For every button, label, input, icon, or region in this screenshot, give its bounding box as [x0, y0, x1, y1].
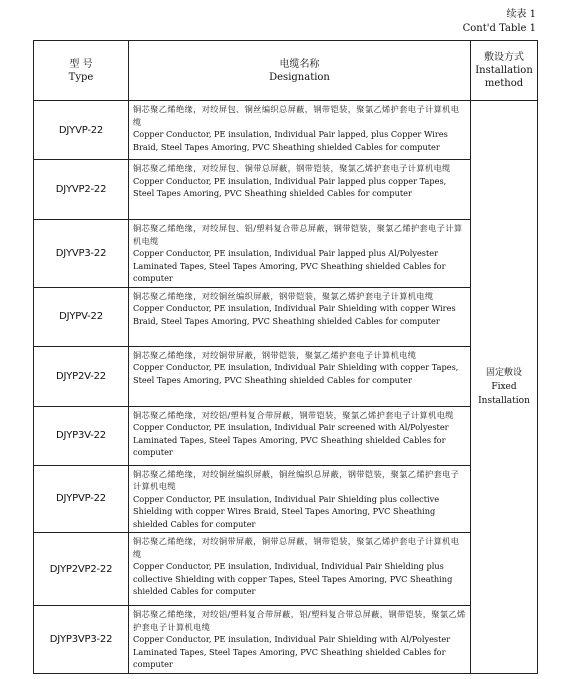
- cable-table: [33, 40, 538, 674]
- type-cell: DJYP3VP3-22: [34, 606, 129, 674]
- type-cell: DJYPV-22: [34, 287, 129, 346]
- table-caption: [463, 8, 536, 36]
- header-designation-en: Designation: [269, 71, 330, 83]
- designation-en: Copper Conductor, PE insulation, Individual, Individual Pair Shielding plus collective Shielding with copper Tapes, Steel Tapes Amoring, PVC Sheathing shielded Cables for computer: [133, 561, 453, 596]
- installation-cell: [471, 101, 538, 674]
- designation-cell: [129, 406, 471, 465]
- designation-en: Copper Conductor, PE insulation, Individual Pair Shielding with copper Tapes, Steel Tapes Amoring, PVC Sheathing shielded Cables for computer: [133, 362, 459, 385]
- header-row: [34, 41, 538, 101]
- table-row: [34, 160, 538, 220]
- designation-cell: [129, 287, 471, 346]
- designation-en: Copper Conductor, PE insulation, Individual Pair lapped plus copper Tapes, Steel Tapes Amoring, PVC Sheathing shielded Cables for computer: [133, 175, 447, 198]
- designation-cell: [129, 220, 471, 288]
- header-installation-zh: 敷设方式: [484, 52, 524, 63]
- designation-zh: 铜芯聚乙烯绝缘，对绞铝/塑料复合带屏蔽，钢带铠装，聚氯乙烯护套电子计算机电缆: [133, 409, 454, 420]
- designation-zh: 铜芯聚乙烯绝缘，对绞屏包、铜丝编织总屏蔽，钢带铠装，聚氯乙烯护套电子计算机电缆: [133, 104, 460, 127]
- type-cell: DJYP3V-22: [34, 406, 129, 465]
- table-row: [34, 465, 538, 533]
- table-row: [34, 533, 538, 606]
- type-cell: DJYVP3-22: [34, 220, 129, 288]
- type-cell: DJYPVP-22: [34, 465, 129, 533]
- designation-zh: 铜芯聚乙烯绝缘，对绞铜带屏蔽，钢带铠装，聚氯乙烯护套电子计算机电缆: [133, 349, 417, 360]
- designation-cell: [129, 465, 471, 533]
- type-cell: DJYP2VP2-22: [34, 533, 129, 606]
- designation-zh: 铜芯聚乙烯绝缘，对绞铝/塑料复合带屏蔽，铝/塑料复合带总屏蔽，钢带铠装，聚氯乙烯护套电子计算机电缆: [133, 609, 466, 632]
- designation-zh: 铜芯聚乙烯绝缘，对绞屏包、铜带总屏蔽，钢带铠装，聚氯乙烯护套电子计算机电缆: [133, 163, 451, 173]
- designation-zh: 铜芯聚乙烯绝缘，对绞铜带屏蔽，铜带总屏蔽，钢带铠装，聚氯乙烯护套电子计算机电缆: [133, 536, 460, 559]
- designation-en: Copper Conductor, PE insulation, Individual Pair Shielding with copper Wires Braid, Steel Tapes Amoring, PVC Sheathing shielded Cables for computer: [133, 303, 456, 326]
- caption-zh: 续表 1: [506, 9, 536, 20]
- designation-en: Copper Conductor, PE insulation, Individual Pair Shielding with Al/Polyester Laminated Tapes, Steel Tapes Amoring, PVC Sheathing shielded Cables for computer: [133, 634, 451, 669]
- installation-zh: 固定敷设: [485, 367, 522, 378]
- designation-zh: 铜芯聚乙烯绝缘，对绞铜丝编织屏蔽，铜丝编织总屏蔽，钢带铠装，聚氯乙烯护套电子计算机电缆: [133, 468, 460, 491]
- designation-cell: [129, 160, 471, 220]
- table-row: [34, 287, 538, 346]
- designation-en: Copper Conductor, PE insulation, Individual Pair screened with Al/Polyester Laminated Tapes, Steel Tapes Amoring, PVC Sheathing shielded Cables for computer: [133, 422, 449, 457]
- header-type-en: Type: [68, 71, 94, 83]
- header-type-zh: 型 号: [69, 58, 93, 70]
- type-cell: DJYVP-22: [34, 101, 129, 160]
- designation-cell: [129, 101, 471, 160]
- designation-cell: [129, 533, 471, 606]
- designation-en: Copper Conductor, PE insulation, Individual Pair lapped plus Al/Polyester Laminated Tapes, Steel Tapes Amoring, PVC Sheathing shielded Cables for computer: [133, 248, 446, 283]
- header-type: [34, 41, 129, 101]
- designation-cell: [129, 346, 471, 406]
- header-installation: [471, 41, 538, 101]
- header-designation: [129, 41, 471, 101]
- header-designation-zh: 电缆名称: [279, 58, 320, 70]
- designation-en: Copper Conductor, PE insulation, Individual Pair lapped, plus Copper Wires Braid, Steel Tapes Amoring, PVC Sheathing shielded Cables for computer: [133, 129, 448, 152]
- table-row: [34, 606, 538, 674]
- table-row: [34, 346, 538, 406]
- caption-en: Cont'd Table 1: [462, 23, 536, 34]
- installation-en: Fixed Installation: [478, 381, 530, 406]
- designation-zh: 铜芯聚乙烯绝缘，对绞屏包、铝/塑料复合带总屏蔽，钢带铠装，聚氯乙烯护套电子计算机电缆: [133, 223, 463, 246]
- header-installation-en: Installation method: [475, 65, 533, 89]
- designation-en: Copper Conductor, PE insulation, Individual Pair Shielding plus collective Shielding with copper Wires Braid, Steel Tapes Amoring, PVC Sheathing shielded Cables for computer: [133, 493, 440, 529]
- designation-cell: [129, 606, 471, 674]
- table-row: [34, 220, 538, 288]
- type-cell: DJYVP2-22: [34, 160, 129, 220]
- table-row: [34, 101, 538, 160]
- designation-zh: 铜芯聚乙烯绝缘，对绞铜丝编织屏蔽，钢带铠装，聚氯乙烯护套电子计算机电缆: [133, 290, 434, 301]
- type-cell: DJYP2V-22: [34, 346, 129, 406]
- table-row: [34, 406, 538, 465]
